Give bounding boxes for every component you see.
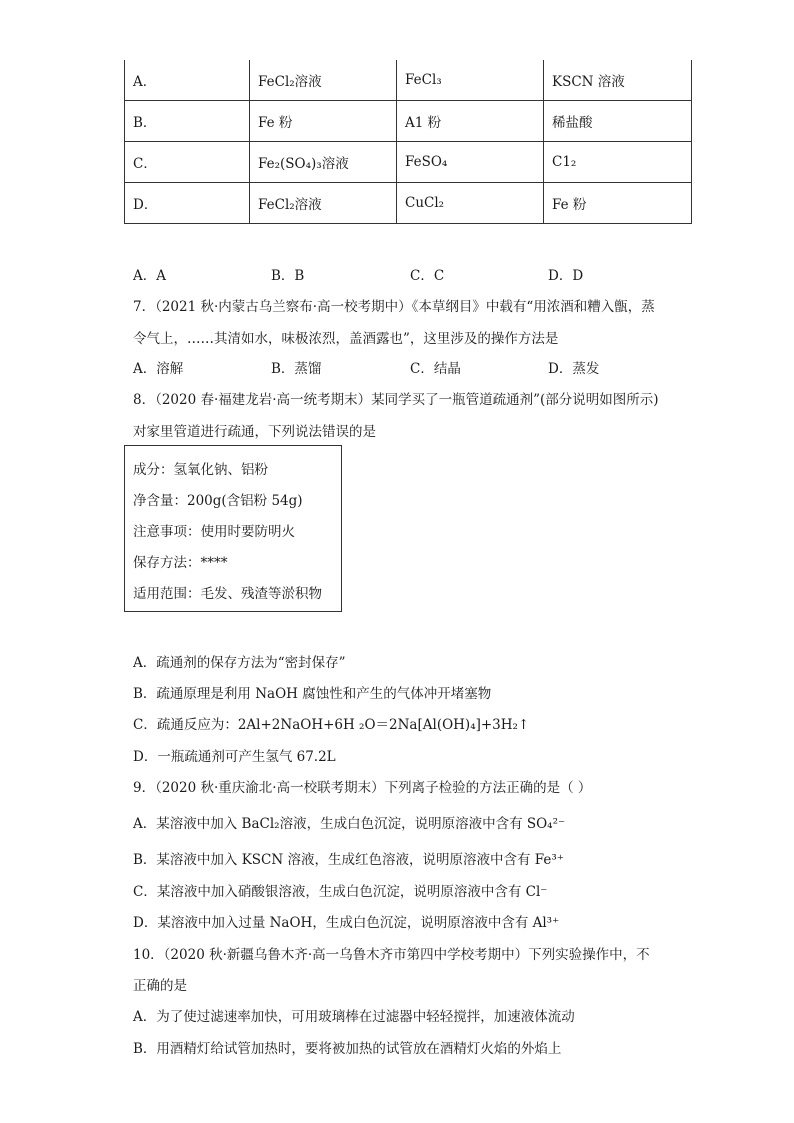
info-line: 适用范围：毛发、残渣等淤积物 — [133, 586, 322, 602]
q9-option-c: C．某溶液中加入硝酸银溶液，生成白色沉淀，说明原溶液中含有 Cl⁻ — [133, 884, 548, 900]
q9-option-d: D．某溶液中加入过量 NaOH，生成白色沉淀，说明原溶液中含有 Al³⁺ — [133, 915, 560, 931]
table-cell: 稀盐酸 — [544, 101, 692, 142]
table-cell: KSCN 溶液 — [544, 60, 692, 101]
table-cell: C． — [125, 142, 250, 183]
q7-stem-line1: 7．（2021 秋·内蒙古乌兰察布·高一校考期中）《本草纲目》中载有“用浓酒和糟入甑，蒸 — [133, 299, 655, 315]
q9-option-a: A．某溶液中加入 BaCl₂溶液，生成白色沉淀，说明原溶液中含有 SO₄²⁻ — [133, 816, 566, 832]
info-line: 净含量：200g(含铝粉 54g) — [133, 493, 303, 509]
q9-stem: 9．（2020 秋·重庆渝北·高一校联考期末）下列离子检验的方法正确的是（ ） — [133, 780, 592, 796]
q10-stem-line2: 正确的是 — [133, 978, 187, 994]
table-cell: Fe 粉 — [544, 183, 692, 224]
info-line: 注意事项：使用时要防明火 — [133, 524, 295, 540]
q7-option-d: D．蒸发 — [548, 361, 600, 377]
q10-option-a: A．为了使过滤速率加快，可用玻璃棒在过滤器中轻轻搅拌，加速液体流动 — [133, 1009, 575, 1025]
options-table — [124, 60, 692, 224]
table-cell: FeSO₄ — [397, 142, 544, 183]
q8-option-c: C．疏通反应为：2Al+2NaOH+6H ₂O＝2Na[Al(OH)₄]+3H₂↑ — [133, 717, 530, 733]
table-row — [125, 60, 692, 101]
q8-option-b: B．疏通原理是利用 NaOH 腐蚀性和产生的气体冲开堵塞物 — [133, 686, 492, 702]
table-cell: FeCl₃ — [397, 60, 544, 101]
table-cell: C1₂ — [544, 142, 692, 183]
q6-option-d: D．D — [548, 268, 584, 284]
q6-option-a: A．A — [133, 268, 166, 284]
table-row — [125, 183, 692, 224]
q10-option-b: B．用酒精灯给试管加热时，要将被加热的试管放在酒精灯火焰的外焰上 — [133, 1041, 562, 1057]
q10-stem-line1: 10．（2020 秋·新疆乌鲁木齐·高一乌鲁木齐市第四中学校考期中）下列实验操作中，不 — [133, 947, 650, 963]
product-info-box — [124, 445, 342, 612]
table-cell: FeCl₂溶液 — [250, 183, 397, 224]
table-cell: A． — [125, 60, 250, 101]
q6-option-c: C．C — [410, 268, 445, 284]
q8-option-d: D．一瓶疏通剂可产生氢气 67.2L — [133, 749, 336, 765]
q6-option-b: B．B — [271, 268, 305, 284]
q7-stem-line2: 令气上，……其清如水，味极浓烈，盖酒露也”，这里涉及的操作方法是 — [133, 331, 559, 347]
q8-option-a: A．疏通剂的保存方法为“密封保存” — [133, 655, 346, 671]
table-cell: B． — [125, 101, 250, 142]
q7-option-c: C．结晶 — [410, 361, 461, 377]
table-row — [125, 142, 692, 183]
q7-option-b: B．蒸馏 — [271, 361, 322, 377]
table-cell: D． — [125, 183, 250, 224]
table-cell: Fe 粉 — [250, 101, 397, 142]
q7-option-a: A．溶解 — [133, 361, 184, 377]
table-cell: FeCl₂溶液 — [250, 60, 397, 101]
q8-stem-line1: 8．（2020 春·福建龙岩·高一统考期末）某同学买了一瓶管道疏通剂”(部分说明如图所示) — [133, 392, 659, 408]
q8-stem-line2: 对家里管道进行疏通，下列说法错误的是 — [133, 424, 376, 440]
q9-option-b: B．某溶液中加入 KSCN 溶液，生成红色溶液，说明原溶液中含有 Fe³⁺ — [133, 852, 564, 868]
table-cell: Fe₂(SO₄)₃溶液 — [250, 142, 397, 183]
table-row — [125, 101, 692, 142]
table-cell: CuCl₂ — [397, 183, 544, 224]
table-cell: A1 粉 — [397, 101, 544, 142]
info-line: 保存方法：**** — [133, 555, 228, 571]
info-line: 成分：氢氧化钠、铝粉 — [133, 462, 268, 478]
